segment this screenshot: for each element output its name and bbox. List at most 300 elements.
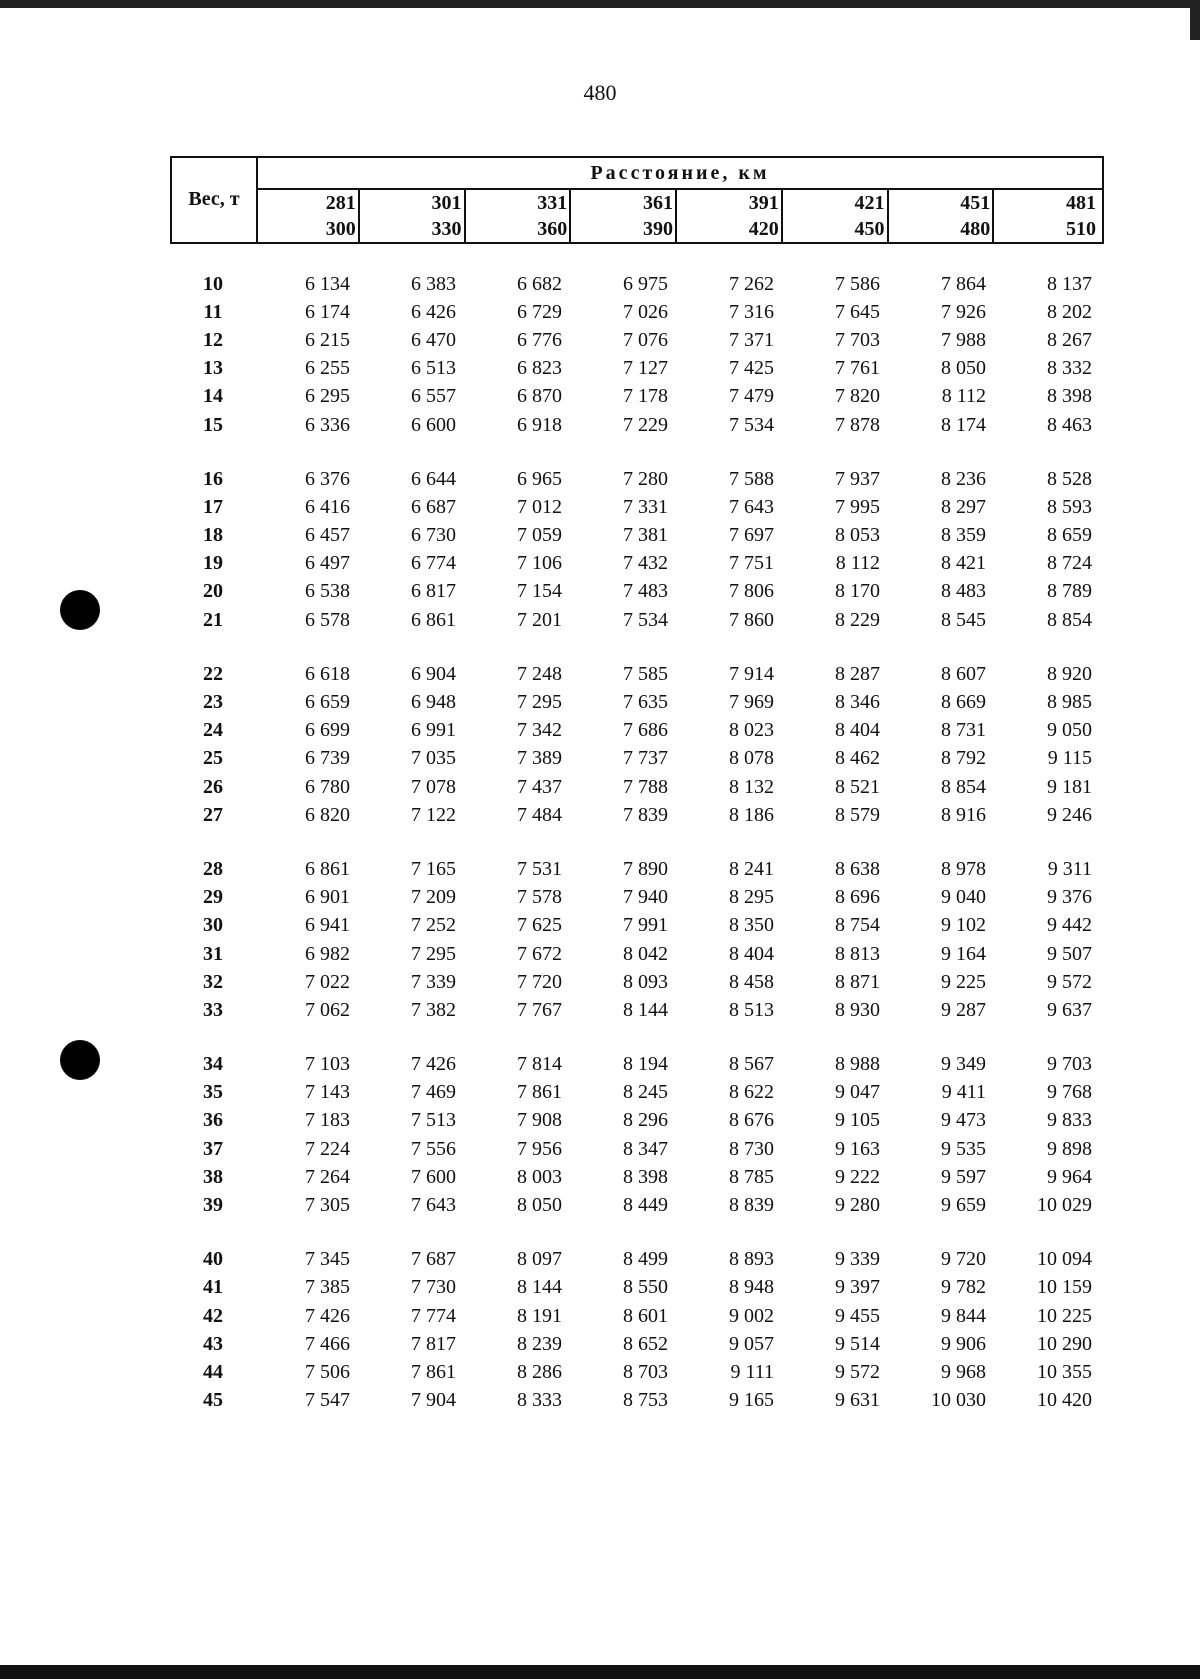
punch-hole-upper	[60, 590, 100, 630]
table-row	[170, 912, 1104, 940]
tariff-cell: 8 346	[835, 691, 880, 714]
tariff-cell: 7 645	[835, 300, 880, 323]
weight-cell: 16	[203, 467, 223, 490]
scan-right-border	[1190, 0, 1200, 40]
tariff-cell: 8 137	[1047, 272, 1092, 295]
weight-cell: 34	[203, 1053, 223, 1076]
tariff-cell: 8 579	[835, 803, 880, 826]
tariff-cell: 9 287	[941, 998, 986, 1021]
tariff-cell: 8 521	[835, 775, 880, 798]
weight-cell: 36	[203, 1109, 223, 1132]
range-header: 331 360	[472, 190, 572, 242]
scan-top-border	[0, 0, 1200, 8]
tariff-cell: 7 991	[623, 914, 668, 937]
tariff-cell: 9 473	[941, 1109, 986, 1132]
tariff-cell: 7 908	[517, 1109, 562, 1132]
tariff-cell: 7 103	[305, 1053, 350, 1076]
table-row	[170, 270, 1104, 298]
weight-cell: 32	[203, 970, 223, 993]
weight-cell: 45	[203, 1389, 223, 1412]
tariff-cell: 7 426	[305, 1304, 350, 1327]
tariff-cell: 8 174	[941, 413, 986, 436]
tariff-cell: 9 968	[941, 1360, 986, 1383]
tariff-cell: 7 483	[623, 580, 668, 603]
tariff-cell: 9 102	[941, 914, 986, 937]
tariff-cell: 8 528	[1047, 467, 1092, 490]
tariff-cell: 7 484	[517, 803, 562, 826]
tariff-cell: 8 144	[623, 998, 668, 1021]
tariff-cell: 7 737	[623, 747, 668, 770]
tariff-cell: 7 839	[623, 803, 668, 826]
range-header: 361 390	[577, 190, 677, 242]
tariff-cell: 8 593	[1047, 495, 1092, 518]
tariff-cell: 7 248	[517, 662, 562, 685]
tariff-cell: 8 730	[729, 1137, 774, 1160]
tariff-cell: 8 458	[729, 970, 774, 993]
tariff-cell: 9 906	[941, 1332, 986, 1355]
tariff-cell: 9 442	[1047, 914, 1092, 937]
tariff-cell: 7 316	[729, 300, 774, 323]
tariff-cell: 9 411	[941, 1081, 986, 1104]
tariff-cell: 8 297	[941, 495, 986, 518]
tariff-cell: 7 861	[411, 1360, 456, 1383]
table-row	[170, 1246, 1104, 1274]
tariff-cell: 7 339	[411, 970, 456, 993]
weight-cell: 41	[203, 1276, 223, 1299]
tariff-cell: 6 823	[517, 357, 562, 380]
tariff-cell: 7 280	[623, 467, 668, 490]
tariff-cell: 8 202	[1047, 300, 1092, 323]
tariff-cell: 7 201	[517, 608, 562, 631]
tariff-cell: 9 002	[729, 1304, 774, 1327]
tariff-cell: 9 844	[941, 1304, 986, 1327]
table-row	[170, 1302, 1104, 1330]
tariff-cell: 7 479	[729, 385, 774, 408]
tariff-cell: 7 926	[941, 300, 986, 323]
tariff-cell: 6 255	[305, 357, 350, 380]
tariff-cell: 10 225	[1037, 1304, 1092, 1327]
table-row	[170, 1191, 1104, 1219]
weight-cell: 12	[203, 328, 223, 351]
tariff-cell: 8 093	[623, 970, 668, 993]
weight-cell: 28	[203, 857, 223, 880]
tariff-cell: 8 978	[941, 857, 986, 880]
tariff-cell: 9 057	[729, 1332, 774, 1355]
tariff-cell: 9 964	[1047, 1165, 1092, 1188]
tariff-cell: 9 507	[1047, 942, 1092, 965]
tariff-cell: 7 890	[623, 857, 668, 880]
scan-bottom-border	[0, 1665, 1200, 1679]
tariff-cell: 7 814	[517, 1053, 562, 1076]
table-row	[170, 411, 1104, 439]
tariff-cell: 7 295	[517, 691, 562, 714]
tariff-cell: 8 050	[941, 357, 986, 380]
tariff-cell: 7 672	[517, 942, 562, 965]
tariff-cell: 6 780	[305, 775, 350, 798]
tariff-cell: 7 600	[411, 1165, 456, 1188]
tariff-cell: 6 682	[517, 272, 562, 295]
tariff-cell: 9 397	[835, 1276, 880, 1299]
tariff-cell: 8 229	[835, 608, 880, 631]
tariff-cell: 7 820	[835, 385, 880, 408]
tariff-cell: 7 969	[729, 691, 774, 714]
tariff-cell: 8 003	[517, 1165, 562, 1188]
row-group	[170, 660, 1104, 829]
tariff-cell: 6 457	[305, 524, 350, 547]
tariff-cell: 6 991	[411, 719, 456, 742]
tariff-cell: 7 331	[623, 495, 668, 518]
tariff-cell: 7 864	[941, 272, 986, 295]
tariff-cell: 6 497	[305, 552, 350, 575]
weight-cell: 23	[203, 691, 223, 714]
tariff-cell: 9 349	[941, 1053, 986, 1076]
tariff-cell: 7 426	[411, 1053, 456, 1076]
tariff-cell: 8 550	[623, 1276, 668, 1299]
tariff-cell: 7 988	[941, 328, 986, 351]
tariff-cell: 9 181	[1047, 775, 1092, 798]
tariff-cell: 6 861	[305, 857, 350, 880]
tariff-cell: 6 513	[411, 357, 456, 380]
tariff-cell: 9 225	[941, 970, 986, 993]
table-row	[170, 940, 1104, 968]
tariff-cell: 8 463	[1047, 413, 1092, 436]
tariff-cell: 7 513	[411, 1109, 456, 1132]
range-header: 281 300	[260, 190, 360, 242]
tariff-cell: 6 948	[411, 691, 456, 714]
tariff-cell: 7 788	[623, 775, 668, 798]
tariff-cell: 6 774	[411, 552, 456, 575]
weight-cell: 15	[203, 413, 223, 436]
tariff-cell: 6 383	[411, 272, 456, 295]
row-group	[170, 1051, 1104, 1220]
tariff-cell: 9 572	[1047, 970, 1092, 993]
tariff-cell: 7 076	[623, 328, 668, 351]
table-row	[170, 465, 1104, 493]
tariff-cell: 8 295	[729, 886, 774, 909]
page-number: 480	[583, 80, 617, 105]
tariff-cell: 6 470	[411, 328, 456, 351]
tariff-cell: 7 224	[305, 1137, 350, 1160]
tariff-cell: 8 854	[941, 775, 986, 798]
tariff-cell: 8 792	[941, 747, 986, 770]
tariff-cell: 7 730	[411, 1276, 456, 1299]
tariff-cell: 8 404	[729, 942, 774, 965]
row-group	[170, 855, 1104, 1024]
tariff-cell: 7 861	[517, 1081, 562, 1104]
weight-cell: 14	[203, 385, 223, 408]
tariff-cell: 7 183	[305, 1109, 350, 1132]
tariff-cell: 10 355	[1037, 1360, 1092, 1383]
tariff-cell: 7 229	[623, 413, 668, 436]
tariff-cell: 9 833	[1047, 1109, 1092, 1132]
tariff-cell: 7 547	[305, 1389, 350, 1412]
tariff-cell: 7 720	[517, 970, 562, 993]
tariff-cell: 8 622	[729, 1081, 774, 1104]
tariff-cell: 7 687	[411, 1248, 456, 1271]
tariff-cell: 8 287	[835, 662, 880, 685]
tariff-cell: 8 567	[729, 1053, 774, 1076]
weight-header: Вес, т	[172, 158, 258, 242]
tariff-cell: 8 296	[623, 1109, 668, 1132]
tariff-cell: 8 839	[729, 1194, 774, 1217]
tariff-cell: 7 643	[411, 1194, 456, 1217]
tariff-cell: 6 941	[305, 914, 350, 937]
tariff-cell: 7 371	[729, 328, 774, 351]
tariff-cell: 8 731	[941, 719, 986, 742]
tariff-cell: 8 916	[941, 803, 986, 826]
tariff-cell: 7 106	[517, 552, 562, 575]
tariff-cell: 6 739	[305, 747, 350, 770]
tariff-cell: 8 267	[1047, 328, 1092, 351]
tariff-cell: 9 047	[835, 1081, 880, 1104]
tariff-cell: 6 817	[411, 580, 456, 603]
tariff-cell: 7 578	[517, 886, 562, 909]
tariff-cell: 7 635	[623, 691, 668, 714]
tariff-cell: 9 164	[941, 942, 986, 965]
tariff-cell: 8 545	[941, 608, 986, 631]
weight-cell: 22	[203, 662, 223, 685]
tariff-cell: 8 191	[517, 1304, 562, 1327]
table-row	[170, 688, 1104, 716]
tariff-cell: 8 601	[623, 1304, 668, 1327]
tariff-cell: 8 112	[835, 552, 880, 575]
tariff-cell: 7 062	[305, 998, 350, 1021]
table-row	[170, 1387, 1104, 1415]
table-row	[170, 493, 1104, 521]
row-group	[170, 1246, 1104, 1415]
tariff-cell: 7 154	[517, 580, 562, 603]
tariff-cell: 7 295	[411, 942, 456, 965]
tariff-cell: 7 506	[305, 1360, 350, 1383]
tariff-cell: 8 132	[729, 775, 774, 798]
tariff-cell: 7 345	[305, 1248, 350, 1271]
tariff-cell: 9 376	[1047, 886, 1092, 909]
weight-cell: 44	[203, 1360, 223, 1383]
tariff-cell: 7 022	[305, 970, 350, 993]
tariff-cell: 8 652	[623, 1332, 668, 1355]
tariff-cell: 9 165	[729, 1389, 774, 1412]
tariff-cell: 8 023	[729, 719, 774, 742]
tariff-cell: 10 030	[931, 1389, 986, 1412]
tariff-cell: 9 280	[835, 1194, 880, 1217]
tariff-cell: 6 965	[517, 467, 562, 490]
tariff-cell: 7 956	[517, 1137, 562, 1160]
tariff-cell: 8 920	[1047, 662, 1092, 685]
table-row	[170, 522, 1104, 550]
tariff-cell: 8 170	[835, 580, 880, 603]
table-row	[170, 855, 1104, 883]
tariff-cell: 8 659	[1047, 524, 1092, 547]
tariff-cell: 7 264	[305, 1165, 350, 1188]
tariff-cell: 7 385	[305, 1276, 350, 1299]
table-row	[170, 550, 1104, 578]
tariff-cell: 8 236	[941, 467, 986, 490]
tariff-cell: 7 904	[411, 1389, 456, 1412]
tariff-cell: 9 898	[1047, 1137, 1092, 1160]
tariff-cell: 7 774	[411, 1304, 456, 1327]
tariff-cell: 8 948	[729, 1276, 774, 1299]
tariff-cell: 8 404	[835, 719, 880, 742]
tariff-cell: 7 995	[835, 495, 880, 518]
weight-cell: 24	[203, 719, 223, 742]
table-row	[170, 968, 1104, 996]
tariff-cell: 6 699	[305, 719, 350, 742]
tariff-cell: 6 687	[411, 495, 456, 518]
tariff-cell: 9 311	[1047, 857, 1092, 880]
tariff-cell: 7 697	[729, 524, 774, 547]
tariff-cell: 7 078	[411, 775, 456, 798]
tariff-cell: 9 631	[835, 1389, 880, 1412]
tariff-cell: 8 462	[835, 747, 880, 770]
tariff-cell: 6 820	[305, 803, 350, 826]
tariff-cell: 9 703	[1047, 1053, 1092, 1076]
tariff-cell: 10 159	[1037, 1276, 1092, 1299]
tariff-cell: 9 040	[941, 886, 986, 909]
tariff-cell: 6 776	[517, 328, 562, 351]
tariff-cell: 8 286	[517, 1360, 562, 1383]
tariff-cell: 6 618	[305, 662, 350, 685]
weight-cell: 42	[203, 1304, 223, 1327]
tariff-cell: 8 097	[517, 1248, 562, 1271]
tariff-cell: 9 597	[941, 1165, 986, 1188]
table-row	[170, 1358, 1104, 1386]
tariff-cell: 7 122	[411, 803, 456, 826]
tariff-cell: 7 425	[729, 357, 774, 380]
tariff-cell: 8 194	[623, 1053, 668, 1076]
tariff-cell: 7 209	[411, 886, 456, 909]
tariff-cell: 7 817	[411, 1332, 456, 1355]
table-row	[170, 745, 1104, 773]
tariff-cell: 7 469	[411, 1081, 456, 1104]
tariff-cell: 7 262	[729, 272, 774, 295]
tariff-cell: 9 659	[941, 1194, 986, 1217]
tariff-cell: 9 339	[835, 1248, 880, 1271]
weight-cell: 29	[203, 886, 223, 909]
tariff-cell: 6 918	[517, 413, 562, 436]
tariff-cell: 8 988	[835, 1053, 880, 1076]
tariff-cell: 7 806	[729, 580, 774, 603]
table-row	[170, 773, 1104, 801]
tariff-cell: 8 513	[729, 998, 774, 1021]
tariff-cell: 7 751	[729, 552, 774, 575]
tariff-cell: 10 290	[1037, 1332, 1092, 1355]
tariff-cell: 8 499	[623, 1248, 668, 1271]
table-header	[170, 156, 1104, 244]
tariff-cell: 6 861	[411, 608, 456, 631]
tariff-cell: 7 531	[517, 857, 562, 880]
weight-cell: 38	[203, 1165, 223, 1188]
tariff-cell: 6 730	[411, 524, 456, 547]
tariff-cell: 9 637	[1047, 998, 1092, 1021]
tariff-cell: 8 696	[835, 886, 880, 909]
tariff-cell: 7 534	[623, 608, 668, 631]
tariff-cell: 7 940	[623, 886, 668, 909]
weight-cell: 11	[203, 300, 223, 323]
table-row	[170, 717, 1104, 745]
tariff-cell: 7 937	[835, 467, 880, 490]
tariff-cell: 8 332	[1047, 357, 1092, 380]
weight-cell: 30	[203, 914, 223, 937]
weight-cell: 40	[203, 1248, 223, 1271]
tariff-cell: 10 420	[1037, 1389, 1092, 1412]
range-header: 421 450	[789, 190, 889, 242]
weight-cell: 43	[203, 1332, 223, 1355]
table-row	[170, 660, 1104, 688]
weight-cell: 19	[203, 552, 223, 575]
tariff-cell: 7 703	[835, 328, 880, 351]
tariff-cell: 8 333	[517, 1389, 562, 1412]
weight-cell: 20	[203, 580, 223, 603]
tariff-cell: 9 222	[835, 1165, 880, 1188]
range-header: 451 480	[895, 190, 995, 242]
tariff-cell: 8 112	[941, 385, 986, 408]
tariff-cell: 9 163	[835, 1137, 880, 1160]
tariff-cell: 6 376	[305, 467, 350, 490]
table-row	[170, 1330, 1104, 1358]
tariff-cell: 7 389	[517, 747, 562, 770]
table-row	[170, 996, 1104, 1024]
tariff-cell: 7 466	[305, 1332, 350, 1355]
tariff-cell: 8 638	[835, 857, 880, 880]
tariff-cell: 6 870	[517, 385, 562, 408]
tariff-cell: 8 398	[623, 1165, 668, 1188]
weight-cell: 21	[203, 608, 223, 631]
tariff-cell: 7 643	[729, 495, 774, 518]
tariff-cell: 6 215	[305, 328, 350, 351]
row-group	[170, 270, 1104, 439]
tariff-cell: 7 059	[517, 524, 562, 547]
table-row	[170, 1274, 1104, 1302]
tariff-cell: 8 854	[1047, 608, 1092, 631]
weight-cell: 39	[203, 1194, 223, 1217]
tariff-cell: 7 860	[729, 608, 774, 631]
table-row	[170, 884, 1104, 912]
tariff-cell: 8 241	[729, 857, 774, 880]
tariff-cell: 9 768	[1047, 1081, 1092, 1104]
tariff-cell: 8 144	[517, 1276, 562, 1299]
tariff-cell: 8 724	[1047, 552, 1092, 575]
tariff-cell: 10 094	[1037, 1248, 1092, 1271]
tariff-cell: 7 588	[729, 467, 774, 490]
tariff-cell: 8 398	[1047, 385, 1092, 408]
table-row	[170, 1135, 1104, 1163]
tariff-cell: 9 720	[941, 1248, 986, 1271]
tariff-cell: 8 753	[623, 1389, 668, 1412]
tariff-cell: 6 416	[305, 495, 350, 518]
row-group	[170, 465, 1104, 634]
tariff-cell: 7 686	[623, 719, 668, 742]
tariff-cell: 8 245	[623, 1081, 668, 1104]
weight-cell: 26	[203, 775, 223, 798]
table-row	[170, 1107, 1104, 1135]
weight-cell: 17	[203, 495, 223, 518]
tariff-cell: 7 127	[623, 357, 668, 380]
weight-cell: 13	[203, 357, 223, 380]
tariff-cell: 10 029	[1037, 1194, 1092, 1217]
range-header: 481 510	[1066, 192, 1096, 240]
tariff-cell: 9 455	[835, 1304, 880, 1327]
tariff-cell: 8 359	[941, 524, 986, 547]
tariff-cell: 6 578	[305, 608, 350, 631]
tariff-cell: 6 134	[305, 272, 350, 295]
tariff-cell: 7 556	[411, 1137, 456, 1160]
table-row	[170, 801, 1104, 829]
table-row	[170, 1079, 1104, 1107]
tariff-cell: 6 644	[411, 467, 456, 490]
tariff-cell: 9 514	[835, 1332, 880, 1355]
tariff-cell: 7 143	[305, 1081, 350, 1104]
tariff-cell: 8 893	[729, 1248, 774, 1271]
